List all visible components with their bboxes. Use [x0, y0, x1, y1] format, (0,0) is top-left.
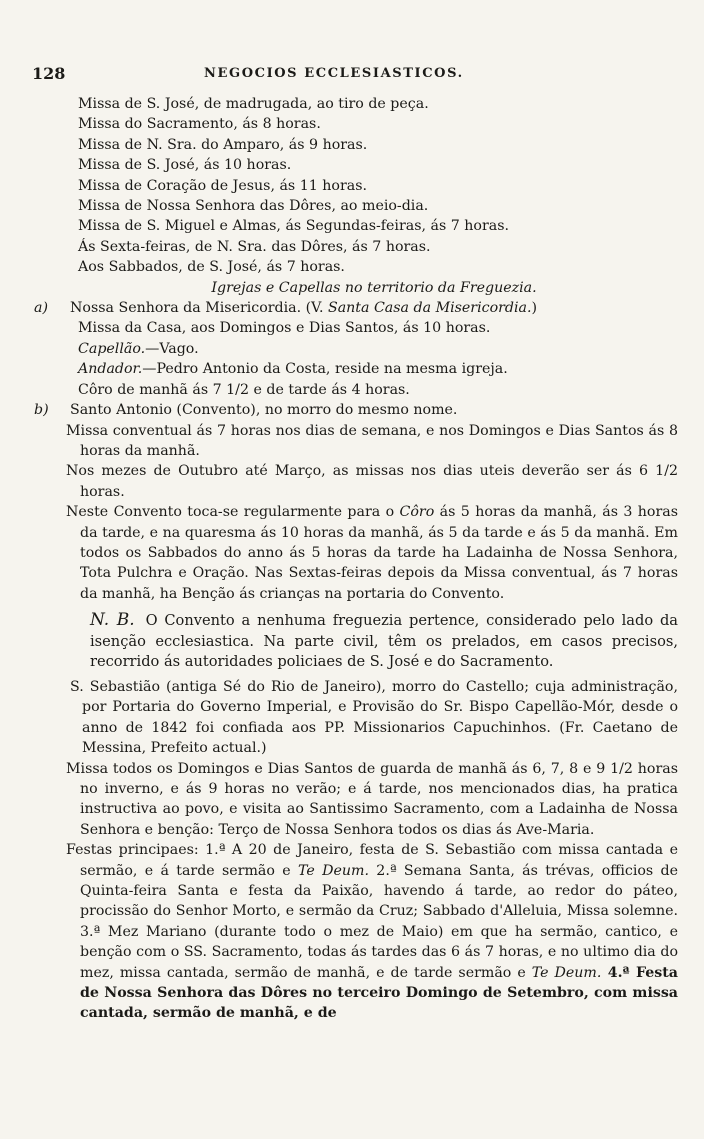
page-header — [32, 64, 672, 84]
section-b-note: N. B. O Convento a nenhuma freguezia pertence, considerado pelo lado da isenção ecclesiastica. Na parte civil, têm os prelados, em casos precisos, recorrido ás autoridades policiaes de S. José e do Sacramento. — [90, 610, 678, 671]
mass-line: Missa do Sacramento, ás 8 horas. — [78, 116, 321, 133]
section-a-title: a) Nossa Senhora da Misericordia. (V. Santa Casa da Misericordia.) — [30, 298, 678, 318]
page-body — [30, 94, 678, 1024]
section-b-title: b) Santo Antonio (Convento), no morro do mesmo nome. — [30, 400, 678, 420]
section-b-paragraph: Missa conventual ás 7 horas nos dias de semana, e nos Domingos e Dias Santos ás 8 horas da manhã. — [66, 422, 678, 459]
section-c-paragraph: Missa todos os Domingos e Dias Santos de guarda de manhã ás 6, 7, 8 e 9 1/2 horas no inverno, e ás 9 horas no verão; e á tarde, nos mencionados dias, ha pratica instructiva ao povo, e visita ao Santissimo Sacramento, com a Ladainha de Nossa Senhora e benção: Terço de Nossa Senhora todos os dias ás Ave-Maria. — [66, 760, 678, 838]
section-a-andador: Andador.—Pedro Antonio da Costa, reside na mesma igreja. — [78, 361, 508, 378]
mass-line: Missa de S. José, ás 10 horas. — [78, 157, 292, 174]
section-letter: a) — [34, 300, 48, 317]
note-label: N. B. — [90, 610, 135, 631]
section-b — [30, 400, 678, 673]
mass-line: Ás Sexta-feiras, de N. Sra. das Dôres, ás 7 horas. — [78, 238, 431, 255]
section-b-paragraph: Nos mezes de Outubro até Março, as missas nos dias uteis deverão ser ás 6 1/2 horas. — [66, 463, 678, 500]
mass-schedule — [30, 94, 678, 278]
section-a-coro: Côro de manhã ás 7 1/2 e de tarde ás 4 horas. — [78, 381, 410, 398]
page-number: 128 — [32, 64, 66, 83]
section-c — [30, 677, 678, 1024]
mass-line: Missa de Coração de Jesus, ás 11 horas. — [78, 177, 367, 194]
mass-line: Aos Sabbados, de S. José, ás 7 horas. — [78, 259, 345, 276]
section-a-mass: Missa da Casa, aos Domingos e Dias Santos, ás 10 horas. — [78, 320, 491, 337]
section-c-festas: Festas principaes: 1.ª A 20 de Janeiro, festa de S. Sebastião com missa cantada e sermão, e á tarde sermão e Te Deum. 2.ª Semana Santa, ás trévas, officios de Quinta-feira Santa e festa da Paixão, havendo á tarde, ao redor do páteo, procissão do Senhor Morto, e sermão da Cruz; Sabbado d'Alleluia, Missa solemne. 3.ª Mez Mariano (durante todo o mez de Maio) em que ha sermão, cantico, e benção com o SS. Sacramento, todas ás tardes das 6 ás 7 horas, e no ultimo dia do mez, missa cantada, sermão de manhã, e de tarde sermão e Te Deum. 4.ª Festa de Nossa Senhora das Dôres no terceiro Domingo de Setembro, com missa cantada, sermão de manhã, e de — [66, 842, 679, 1022]
section-a — [30, 298, 678, 400]
section-b-paragraph: Neste Convento toca-se regularmente para o Côro ás 5 horas da manhã, ás 3 horas da tarde, e na quaresma ás 10 horas da manhã, ás 5 da tarde e ás 5 da manhã. Em todos os Sabbados do anno ás 5 horas da tarde ha Ladainha de Nossa Senhora, Tota Pulchra e Oração. Nas Sextas-feiras depois da Missa conventual, ás 7 horas da manhã, ha Benção ás crianças na portaria do Convento. — [66, 504, 678, 602]
mass-line: Missa de S. Miguel e Almas, ás Segundas-feiras, ás 7 horas. — [78, 218, 510, 235]
running-head: NEGOCIOS ECCLESIASTICOS. — [204, 66, 464, 81]
mass-line: Missa de S. José, de madrugada, ao tiro de peça. — [78, 96, 429, 112]
section-a-capellao: Capellão.—Vago. — [78, 340, 199, 357]
mass-line: Missa de Nossa Senhora das Dôres, ao meio-dia. — [78, 198, 429, 215]
mass-line: Missa de N. Sra. do Amparo, ás 9 horas. — [78, 136, 368, 153]
section-subheading: Igrejas e Capellas no territorio da Freguezia. — [211, 279, 537, 296]
section-letter — [34, 677, 70, 697]
section-letter: b) — [34, 402, 49, 419]
section-c-title: S. Sebastião (antiga Sé do Rio de Janeiro), morro do Castello; cuja administração, por Portaria do Governo Imperial, e Provisão do Sr. Bispo Capellão-Mór, desde o anno de 1842 foi confiada aos PP. Missionarios Capuchinhos. (Fr. Caetano de Messina, Prefeito actual.) — [30, 677, 678, 759]
